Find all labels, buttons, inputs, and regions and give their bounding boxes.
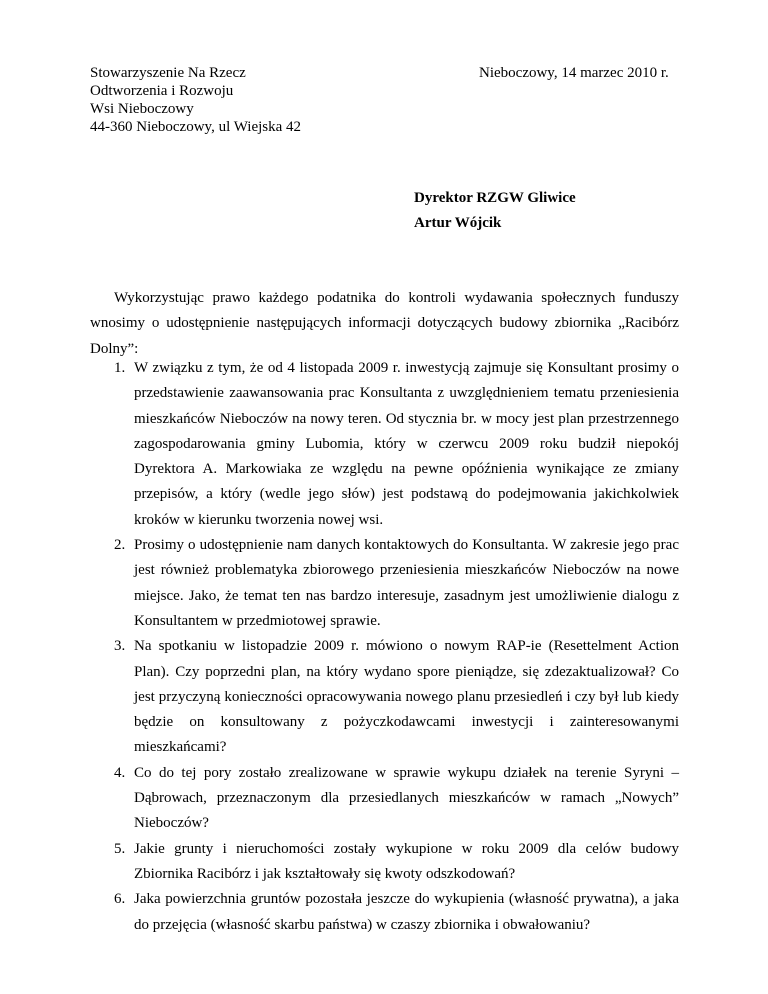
item-text: Co do tej pory zostało zrealizowane w sprawie wykupu działek na terenie Syryni – Dąbrowach, przeznaczonym dla przesiedlanych mieszkańców w ramach „Nowych” Nieboczów? bbox=[134, 764, 679, 832]
recipient-title: Dyrektor RZGW Gliwice bbox=[414, 190, 576, 206]
list-item bbox=[90, 634, 679, 760]
list-item bbox=[90, 837, 679, 888]
list-item bbox=[90, 887, 679, 938]
list-item bbox=[90, 761, 679, 837]
sender-line: Wsi Nieboczowy bbox=[90, 101, 194, 117]
item-number: 5. bbox=[114, 840, 126, 857]
recipient-block bbox=[414, 186, 576, 236]
intro-paragraph: Wykorzystując prawo każdego podatnika do kontroli wydawania społecznych funduszy wnosimy o udostępnienie następujących informacji dotyczących budowy zbiornika „Racibórz Dolny”: bbox=[90, 290, 679, 357]
item-number: 1. bbox=[114, 360, 126, 376]
letter-date: Nieboczowy, 14 marzec 2010 r. bbox=[479, 65, 669, 81]
item-number: 6. bbox=[114, 891, 126, 908]
item-number: 2. bbox=[114, 537, 126, 554]
item-text: Jaka powierzchnia gruntów pozostała jeszcze do wykupienia (własność prywatna), a jaka do przejęcia (własność skarbu państwa) w czaszy zbiornika i obwałowaniu? bbox=[134, 891, 679, 933]
item-number: 3. bbox=[114, 638, 126, 655]
list-item bbox=[90, 533, 679, 634]
sender-line: 44-360 Nieboczowy, ul Wiejska 42 bbox=[90, 119, 302, 135]
request-list bbox=[90, 356, 679, 938]
item-text: Prosimy o udostępnienie nam danych kontaktowych do Konsultanta. W zakresie jego prac jest również problematyka zbiorowego przeniesienia mieszkańców Nieboczów na nowe miejsce. Jako, że temat ten nas bardzo interesuje, zasadnym jest umożliwienie dialogu z Konsultantem w przedmiotowej sprawie. bbox=[134, 537, 679, 629]
recipient-name: Artur Wójcik bbox=[414, 215, 502, 231]
item-text: Na spotkaniu w listopadzie 2009 r. mówiono o nowym RAP-ie (Resettelment Action Plan). Czy poprzedni plan, na który wydano spore pieniądze, się zdezaktualizował? Co jest przyczyną konieczności opracowywania nowego planu przesiedleń i czy był lub kiedy będzie on konsultowany z pożyczkodawcami inwestycji i zainteresowanymi mieszkańcami? bbox=[134, 638, 679, 756]
sender-address bbox=[90, 64, 301, 136]
item-text: W związku z tym, że od 4 listopada 2009 r. inwestycją zajmuje się Konsultant prosimy o przedstawienie zaawansowania prac Konsultanta z uwzględnieniem tematu przeniesienia mieszkańców Nieboczów na nowy teren. Od stycznia br. w mocy jest plan przestrzennego zagospodarowania gminy Lubomia, który w czerwcu 2009 roku budził niepokój Dyrektora A. Markowiaka ze względu na pewne opóźnienia wynikające ze zmiany przepisów, a który (wedle jego słów) jest podstawą do podejmowania jakichkolwiek kroków w kierunku tworzenia nowej wsi. bbox=[134, 360, 679, 528]
sender-line: Odtworzenia i Rozwoju bbox=[90, 83, 234, 99]
list-item bbox=[90, 356, 679, 533]
item-text: Jakie grunty i nieruchomości zostały wykupione w roku 2009 dla celów budowy Zbiornika Racibórz i jak kształtowały się kwoty odszkodowań? bbox=[134, 840, 679, 882]
sender-line: Stowarzyszenie Na Rzecz bbox=[90, 65, 246, 81]
item-number: 4. bbox=[114, 764, 126, 781]
